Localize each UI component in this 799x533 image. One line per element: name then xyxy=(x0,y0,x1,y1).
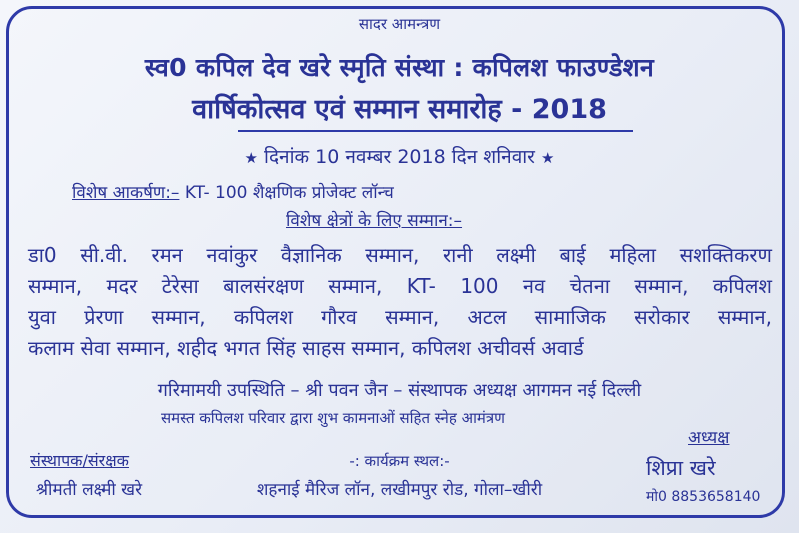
founder-name: श्रीमती लक्ष्मी खरे xyxy=(36,480,143,500)
venue-label: -: कार्यक्रम स्थल:- xyxy=(349,452,450,470)
special-attraction-value: KT- 100 शैक्षणिक प्रोजेक्ट लॉन्च xyxy=(184,183,394,203)
awards-line: डा0 सी.वी. रमन नवांकुर वैज्ञानिक सम्मान, रानी लक्ष्मी बाई महिला सशक्तिकरण xyxy=(28,243,772,267)
invitation-label: सादर आमन्त्रण xyxy=(358,15,441,33)
awards-line: सम्मान, मदर टेरेसा बालसंरक्षण सम्मान, KT- 100 नव चेतना सम्मान, कपिलश xyxy=(28,274,772,298)
star-icon: ★ xyxy=(244,149,258,167)
organization-title: स्व0 कपिल देव खरे स्मृति संस्था : कपिलश फाउण्डेशन xyxy=(144,53,655,82)
awards-line: कलाम सेवा सम्मान, शहीद भगत सिंह साहस सम्मान, कपिलश अचीवर्स अवार्ड xyxy=(28,336,584,360)
president-phone: मो0 8853658140 xyxy=(646,489,761,505)
event-date-text: दिनांक 10 नवम्बर 2018 दिन शनिवार xyxy=(264,146,535,168)
star-icon: ★ xyxy=(541,149,555,167)
title-underline xyxy=(238,130,633,132)
chief-guest-line: गरिमामयी उपस्थिति – श्री पवन जैन – संस्थापक अध्यक्ष आगमन नई दिल्ली xyxy=(157,380,642,401)
awards-line: युवा प्रेरणा सम्मान, कपिलश गौरव सम्मान, अटल सामाजिक सरोकार सम्मान, xyxy=(28,305,772,329)
president-name: शिप्रा खरे xyxy=(646,456,716,480)
awards-list xyxy=(28,240,772,364)
president-label: अध्यक्ष xyxy=(688,428,730,448)
honors-heading: विशेष क्षेत्रों के लिए सम्मान:– xyxy=(286,211,463,231)
founder-label: संस्थापक/संरक्षक xyxy=(30,451,129,470)
special-attraction-label: विशेष आकर्षण:– xyxy=(72,183,180,203)
venue-address: शहनाई मैरिज लॉन, लखीमपुर रोड, गोला–खीरी xyxy=(256,480,543,500)
wishes-line: समस्त कपिलश परिवार द्वारा शुभ कामनाओं सहित स्नेह आमंत्रण xyxy=(161,409,506,427)
event-title: वार्षिकोत्सव एवं सम्मान समारोह - 2018 xyxy=(192,94,607,125)
special-attraction xyxy=(72,180,394,203)
event-date xyxy=(0,143,799,169)
